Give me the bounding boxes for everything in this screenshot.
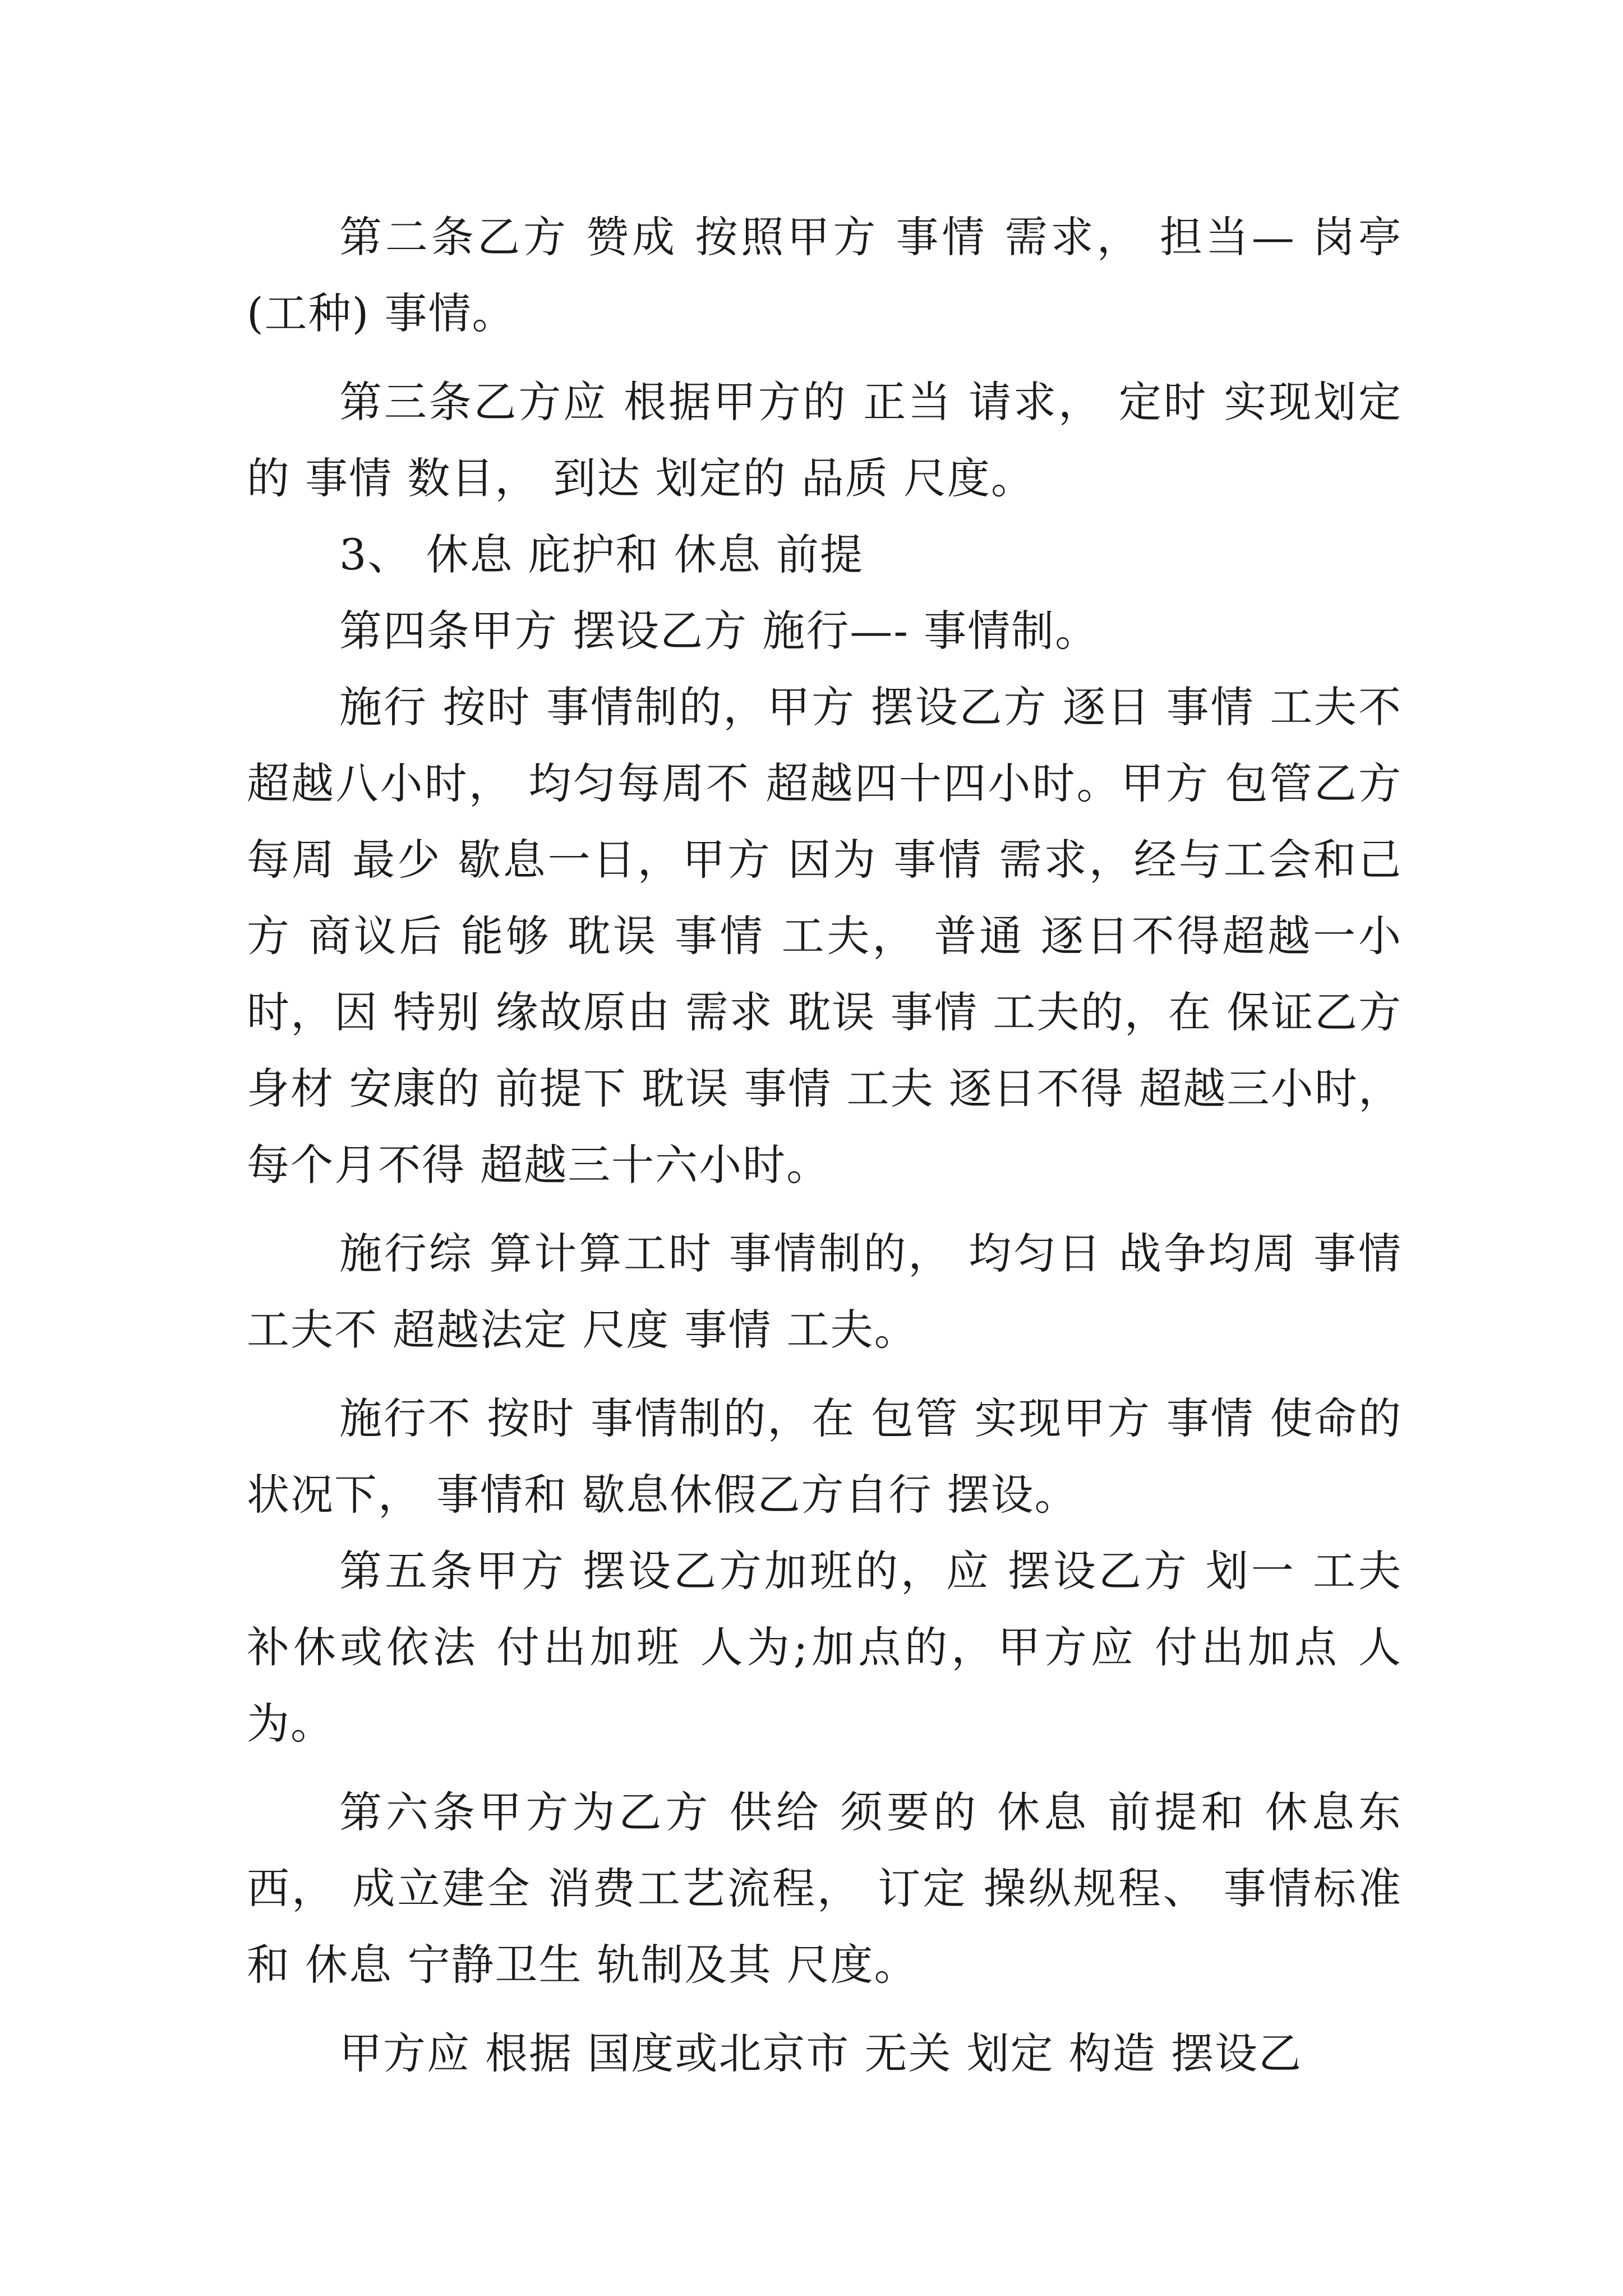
paragraph-article-6: 第六条甲方为乙方 供给 须要的 休息 前提和 休息东西， 成立建全 消费工艺流程， 订定 操纵规程、 事情标准和 休息 宁静卫生 轨制及其 尺度。 (247, 1787, 1402, 1990)
section-heading-labor-protection: 3、 休息 庇护和 休息 前提 (339, 530, 864, 579)
document-body (247, 199, 1417, 2092)
paragraph-training-partial: 甲方应 根据 国度或北京市 无关 划定 构造 摆设乙 (339, 2028, 1302, 2078)
paragraph-article-5: 第五条甲方 摆设乙方加班的，应 摆设乙方 划一 工夫补休或依法 付出加班 人为;加点的，甲方应 付出加点 人为。 (247, 1546, 1402, 1749)
paragraph-comprehensive-hours: 施行综 算计算工时 事情制的， 均匀日 战争均周 事情 工夫不 超越法定 尺度 事情 工夫。 (247, 1228, 1417, 1355)
paragraph-article-3: 第三条乙方应 根据甲方的 正当 请求， 定时 实现划定的 事情 数目， 到达 划定的 品质 尺度。 (247, 377, 1402, 503)
paragraph-flexible-hours: 施行不 按时 事情制的，在 包管 实现甲方 事情 使命的 状况下， 事情和 歇息休假乙方自行 摆设。 (247, 1393, 1417, 1520)
paragraph-article-2: 第二条乙方 赞成 按照甲方 事情 需求， 担当— 岗亭(工种) 事情。 (247, 212, 1402, 338)
paragraph-standard-hours: 施行 按时 事情制的，甲方 摆设乙方 逐日 事情 工夫不 超越八小时， 均匀每周不 超越四十四小时。甲方 包管乙方每周 最少 歇息一日，甲方 因为 事情 需求，经与工会和己方 商议后 能够 耽误 事情 工夫， 普通 逐日不得超越一小时，因 特别 缘故原由 需求 耽误 事情 工夫的，在 保证乙方 身材 安康的 前提下 耽误 事情 工夫 逐日不得 超越三小时， 每个月不得 超越三十六小时。 (247, 682, 1417, 1190)
paragraph-article-4: 第四条甲方 摆设乙方 施行—- 事情制。 (339, 606, 1099, 656)
